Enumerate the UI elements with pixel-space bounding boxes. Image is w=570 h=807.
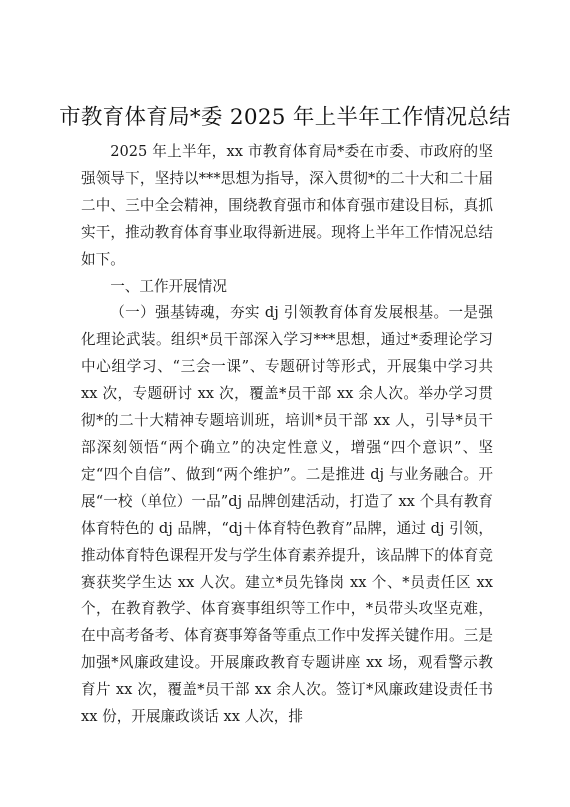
section-heading: 一、工作开展情况 xyxy=(110,277,227,295)
body-paragraph: （一）强基铸魂，夯实 dj 引领教育体育发展根基。一是强化理论武装。组织*员干部深入学习***思想，通过*委理论学习中心组学习、“三会一课”、专题研讨等形式，开展集中学习共 xx 次，专题研讨 xx 次，覆盖*员干部 xx 余人次。举办学习贯彻*的二十大精神专题培训班，培训*员干部 xx 人，引导*员干部深刻领悟“两个确立”的决定性意义，增强“四个意识”、坚定“四个自信”、做到“两个维护”。二是推进 dj 与业务融合。开展“一校（单位）一品”dj 品牌创建活动，打造了 xx 个具有教育体育特色的 dj 品牌，“dj＋体育特色教育”品牌，通过 dj 引领，推动体育特色课程开发与学生体育素养提升，该品牌下的体育竞赛获奖学生达 xx 人次。建立*员先锋岗 xx 个、*员责任区 xx 个，在教育教学、体育赛事组织等工作中，*员带头攻坚克难，在中高考备考、体育赛事筹备等重点工作中发挥关键作用。三是加强*风廉政建设。开展廉政教育专题讲座 xx 场，观看警示教育片 xx 次，覆盖*员干部 xx 余人次。签订*风廉政建设责任书 xx 份，开展廉政谈话 xx 人次，排 xyxy=(81,304,493,726)
document-body xyxy=(81,139,493,731)
intro-paragraph: 2025 年上半年，xx 市教育体育局*委在市委、市政府的坚强领导下，坚持以***思想为指导，深入贯彻*的二十大和二十届二中、三中全会精神，围绕教育强市和体育强市建设目标，真抓实干，推动教育体育事业取得新进展。现将上半年工作情况总结如下。 xyxy=(81,143,493,268)
document-title: 市教育体育局*委 2025 年上半年工作情况总结 xyxy=(59,105,511,130)
